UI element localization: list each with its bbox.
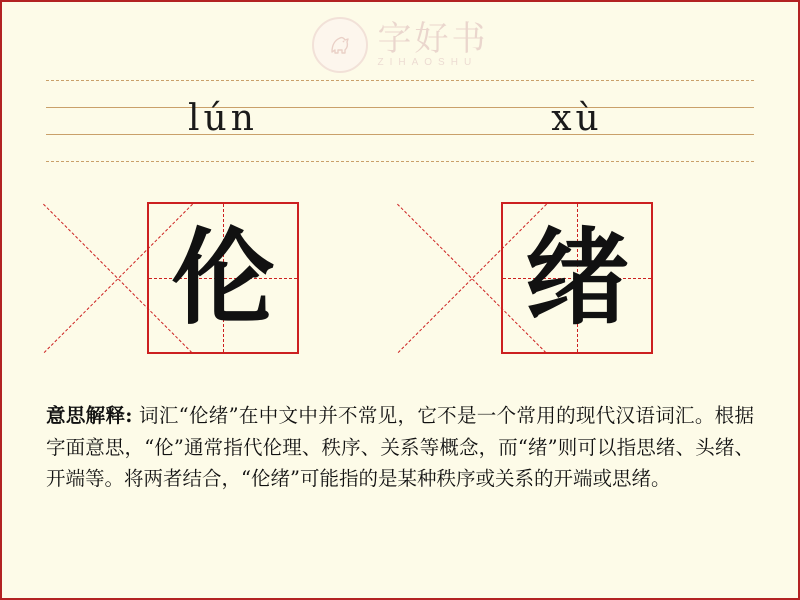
- brand-text: [377, 18, 489, 69]
- pinyin-row: [46, 80, 754, 162]
- pinyin-text-2: xù: [551, 98, 603, 139]
- character-glyph-2: 绪: [524, 217, 629, 339]
- character-glyph-1: 伦: [170, 217, 275, 339]
- brand-name-en: ZIHAOSHU: [377, 57, 478, 69]
- character-cell-2: [400, 202, 754, 362]
- explanation-label: 意思解释:: [46, 404, 133, 427]
- pinyin-cell-1: [46, 80, 400, 162]
- pinyin-cell-2: [400, 80, 754, 162]
- horse-seal-icon: [312, 17, 368, 73]
- tianzige-grid-2: [501, 202, 653, 354]
- character-row: [46, 202, 754, 362]
- pinyin-staff-block: [46, 80, 754, 162]
- explanation-text: 词汇“伦绪”在中文中并不常见，它不是一个常用的现代汉语词汇。根据字面意思，“伦”通常指代伦理、秩序、关系等概念，而“绪”则可以指思绪、头绪、开端等。将两者结合，“伦绪”可能指的是某种秩序或关系的开端或思绪。: [46, 404, 754, 491]
- explanation-block: [46, 400, 754, 495]
- brand-name-cn: 字好书: [377, 18, 489, 59]
- pinyin-text-1: lún: [188, 98, 258, 139]
- character-cell-1: [46, 202, 400, 362]
- tianzige-grid-1: [147, 202, 299, 354]
- brand-logo: [2, 14, 798, 76]
